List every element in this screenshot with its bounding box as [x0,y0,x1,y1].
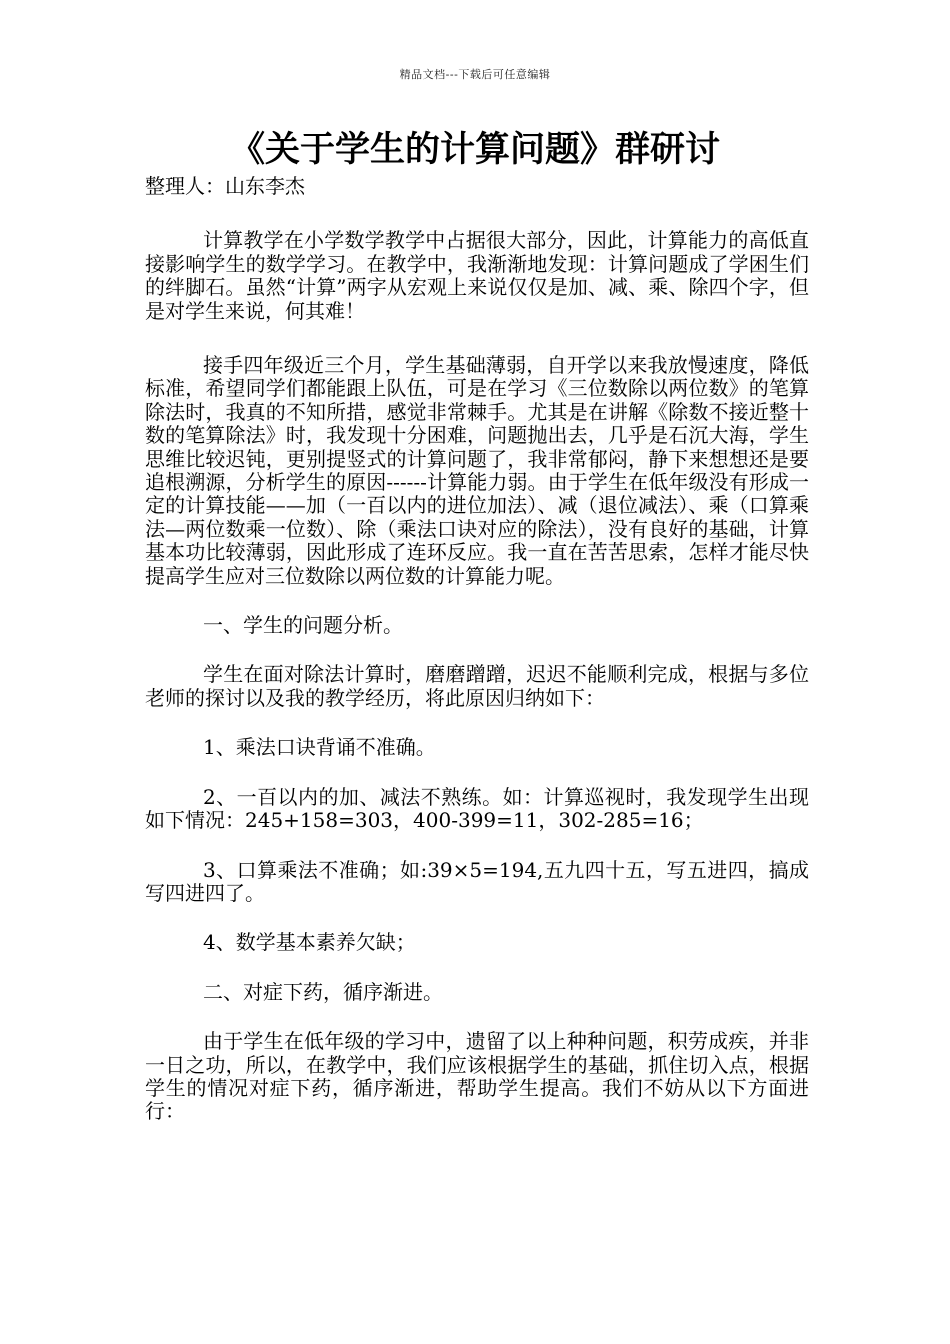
header-note: 精品文档---下载后可任意编辑 [399,68,551,81]
list-item-3: 3、口算乘法不准确；如:39×5=194,五九四十五，写五进四，搞成写四进四了。 [145,857,809,905]
document-body [145,175,809,1124]
paragraph-remedy: 由于学生在低年级的学习中，遗留了以上种种问题，积劳成疾，并非一日之功，所以，在教学中，我们应该根据学生的基础，抓住切入点，根据学生的情况对症下药，循序渐进，帮助学生提高。我们不妨从以下方面进行： [145,1029,809,1124]
paragraph-background: 接手四年级近三个月，学生基础薄弱，自开学以来我放慢速度，降低标准，希望同学们都能跟上队伍，可是在学习《三位数除以两位数》的笔算除法时，我真的不知所措，感觉非常棘手。尤其是在讲解《除数不接近整十数的笔算除法》时，我发现十分困难，问题抛出去，几乎是石沉大海，学生思维比较迟钝，更别提竖式的计算问题了，我非常郁闷，静下来想想还是要追根溯源，分析学生的原因------计算能力弱。由于学生在低年级没有形成一定的计算技能——加（一百以内的进位加法）、减（退位减法）、乘（口算乘法—两位数乘一位数）、除（乘法口诀对应的除法），没有良好的基础，计算基本功比较薄弱，因此形成了连环反应。我一直在苦苦思索，怎样才能尽快提高学生应对三位数除以两位数的计算能力呢。 [145,353,809,588]
section-heading-analysis: 一、学生的问题分析。 [203,613,403,638]
paragraph-intro: 计算教学在小学数学教学中占据很大部分，因此，计算能力的高低直接影响学生的数学学习。在教学中，我渐渐地发现：计算问题成了学困生们的绊脚石。虽然“计算”两字从宏观上来说仅仅是加、减、乘、除四个字，但是对学生来说，何其难！ [145,228,809,323]
author-line: 整理人：山东李杰 [145,174,305,198]
document-title: 《关于学生的计算问题》群研讨 [229,129,720,170]
paragraph-analysis: 学生在面对除法计算时，磨磨蹭蹭，迟迟不能顺利完成，根据与多位老师的探讨以及我的教学经历，将此原因归纳如下： [145,662,809,710]
list-item-1: 1、乘法口诀背诵不准确。 [203,735,436,760]
list-item-2: 2、一百以内的加、减法不熟练。如：计算巡视时，我发现学生出现如下情况：245+158=303，400-399=11，302-285=16； [145,784,809,833]
list-item-4: 4、数学基本素养欠缺； [203,930,416,955]
section-heading-remedy: 二、对症下药，循序渐进。 [203,979,443,1004]
